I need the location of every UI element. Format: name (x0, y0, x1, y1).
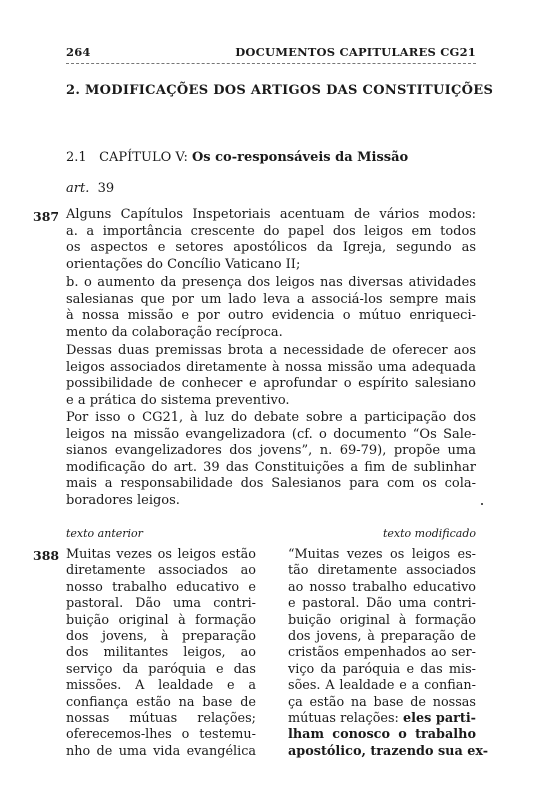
text-line: modificação do art. 39 das Constituições a fim de sublinhar (66, 459, 476, 475)
text-line: b. o aumento da presença dos leigos nas diversas atividades (66, 275, 476, 290)
text-line: Por isso o CG21, à luz do debate sobre a participação dos (66, 410, 476, 425)
left-column-text (66, 547, 256, 760)
text-line: à nossa missão e por outro evidencia o mútuo enriqueci- (66, 308, 476, 323)
text-line: diretamente associados ao (66, 563, 256, 579)
text-line: leigos associados diretamente à nossa missão uma adequada (66, 359, 476, 375)
chapter-title (66, 150, 408, 165)
text-line: os aspectos e setores apostólicos da Igreja, segundo as (66, 240, 476, 255)
chapter-name: Os co-responsáveis da Missão (191, 150, 409, 165)
text-line: mais a responsabilidade dos Salesianos para com os cola- (66, 476, 476, 491)
article-prefix: art. (66, 181, 90, 196)
text-line: ao nosso trabalho educativo (288, 579, 476, 595)
right-column-heading: texto modificado (382, 527, 476, 540)
text-line: e a prática do sistema preventivo. (66, 392, 290, 408)
text-line: sianos evangelizadores dos jovens”, n. 69-79), propõe uma (66, 443, 476, 458)
text-line: buição original à formação (288, 612, 476, 628)
bold-text-line: apostólico, trazendo sua ex- (288, 743, 489, 759)
text-line: a. a importância crescente do papel dos leigos em todos (66, 223, 476, 239)
text-line: leigos na missão evangelizadora (cf. o documento “Os Sale- (66, 426, 476, 442)
text-line: possibilidade de conhecer e aprofundar o espírito salesiano (66, 376, 476, 391)
paragraph-2 (66, 275, 476, 341)
article-label (66, 181, 114, 196)
stray-mark (481, 503, 483, 505)
text-line: mento da colaboração recíproca. (66, 324, 283, 340)
text-line: sões. A lealdade e a confian- (288, 678, 476, 694)
bold-text-segment: eles parti- (403, 711, 476, 727)
text-line: Dessas duas premissas brota a necessidade de oferecer aos (66, 343, 476, 358)
paragraph-4 (66, 410, 476, 509)
text-line: “Muitas vezes os leigos es- (288, 547, 476, 562)
text-line: confiança estão na base de (66, 694, 256, 710)
left-column-heading: texto anterior (66, 527, 143, 540)
text-line: cristãos empenhados ao ser- (288, 645, 476, 661)
text-line: dos militantes leigos, ao (66, 645, 256, 661)
text-line: boradores leigos. (66, 492, 180, 508)
text-line: ça estão na base de nossas (288, 694, 476, 710)
margin-number-388: 388 (33, 548, 60, 563)
bold-text-line: lham conosco o trabalho (288, 727, 476, 743)
paragraph-3 (66, 343, 476, 409)
text-line: Alguns Capítulos Inspetoriais acentuam de vários modos: (66, 207, 476, 222)
paragraph-1 (66, 207, 476, 273)
text-line: dos jovens, à preparação (66, 629, 256, 645)
running-head: DOCUMENTOS CAPITULARES CG21 (235, 45, 476, 59)
text-line: nossas mútuas relações; (66, 711, 256, 727)
chapter-number: 2.1 (66, 150, 87, 165)
text-line: pastoral. Dão uma contri- (66, 596, 256, 612)
text-segment: mútuas relações: (288, 711, 399, 727)
header-rule (66, 63, 476, 64)
text-line: nho de uma vida evangélica (66, 743, 256, 759)
text-line: serviço da paróquia e das (66, 661, 256, 677)
text-line: oferecemos-lhes o testemu- (66, 727, 256, 743)
text-line: nosso trabalho educativo e (66, 579, 256, 595)
text-line: missões. A lealdade e a (66, 678, 256, 694)
section-title: 2. MODIFICAÇÕES DOS ARTIGOS DAS CONSTITUIÇÕES (66, 83, 494, 98)
text-line: buição original à formação (66, 612, 256, 628)
page-number: 264 (66, 45, 91, 59)
text-line: dos jovens, à preparação de (288, 629, 476, 645)
right-column-text (288, 547, 489, 760)
text-line: e pastoral. Dão uma contri- (288, 596, 476, 612)
text-line: orientações do Concílio Vaticano II; (66, 256, 301, 272)
text-line: viço da paróquia e das mis- (288, 661, 476, 677)
article-number: 39 (97, 181, 115, 196)
page-header (66, 45, 476, 61)
text-line-mixed (288, 711, 476, 727)
text-line: Muitas vezes os leigos estão (66, 547, 256, 562)
chapter-label: CAPÍTULO V: (99, 150, 188, 165)
text-line: salesianas que por um lado leva a associá-los sempre mais (66, 291, 476, 307)
margin-number-387: 387 (33, 209, 60, 224)
text-line: tão diretamente associados (288, 563, 476, 579)
